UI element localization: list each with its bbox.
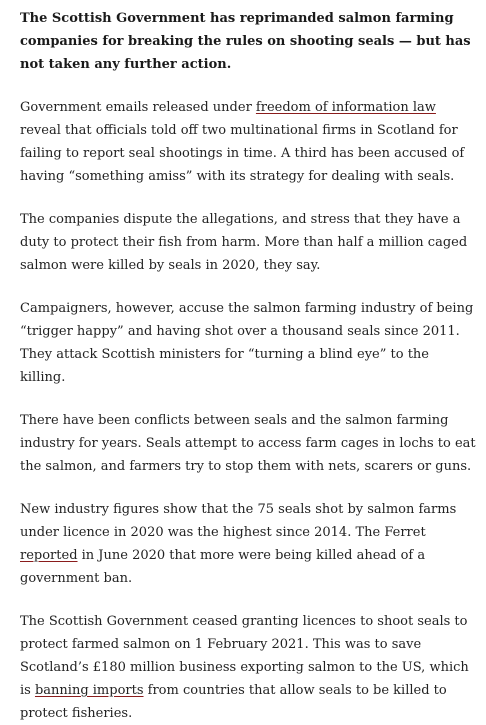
paragraph-campaigners: Campaigners, however, accuse the salmon farming industry of being “trigger happy” and having shot over a thousand seals since 2011. They attack Scottish ministers for “turning a blind eye” to the killing. xyxy=(20,301,474,385)
paragraph-industry-figures xyxy=(20,498,478,590)
article-lede: The Scottish Government has reprimanded salmon farming companies for breaking the rules on shooting seals — but has not taken any further action. xyxy=(20,11,471,72)
paragraph-conflicts: There have been conflicts between seals and the salmon farming industry for years. Seals attempt to access farm cages in lochs to eat the salmon, and farmers try to stop them with nets, scarers or guns. xyxy=(20,413,476,474)
freedom-of-information-link[interactable]: freedom of information law xyxy=(255,100,436,115)
article-body xyxy=(20,7,478,725)
paragraph-licences-ceased xyxy=(20,610,478,725)
paragraph-text: from countries that allow seals to be killed to protect fisheries. xyxy=(20,683,447,721)
banning-imports-link[interactable]: banning imports xyxy=(34,683,144,698)
paragraph-text: The Scottish Government ceased granting licences to shoot seals to protect farmed salmon on 1 February 2021. This was to save Scotland’s £180 million business exporting salmon to the US, which is xyxy=(20,614,469,698)
paragraph-foi xyxy=(20,96,478,188)
paragraph-text: New industry figures show that the 75 seals shot by salmon farms under licence in 2020 was the highest since 2014. The Ferret xyxy=(20,502,457,540)
paragraph-text: Government emails released under xyxy=(20,100,256,115)
reported-link[interactable]: reported xyxy=(20,548,78,563)
paragraph-text: in June 2020 that more were being killed ahead of a government ban. xyxy=(20,548,426,586)
paragraph-text: reveal that officials told off two multinational firms in Scotland for failing to report seal shootings in time. A third has been accused of having “something amiss” with its strategy for dealing with seals. xyxy=(20,123,465,184)
paragraph-companies-dispute: The companies dispute the allegations, and stress that they have a duty to protect their fish from harm. More than half a million caged salmon were killed by seals in 2020, they say. xyxy=(20,212,468,273)
